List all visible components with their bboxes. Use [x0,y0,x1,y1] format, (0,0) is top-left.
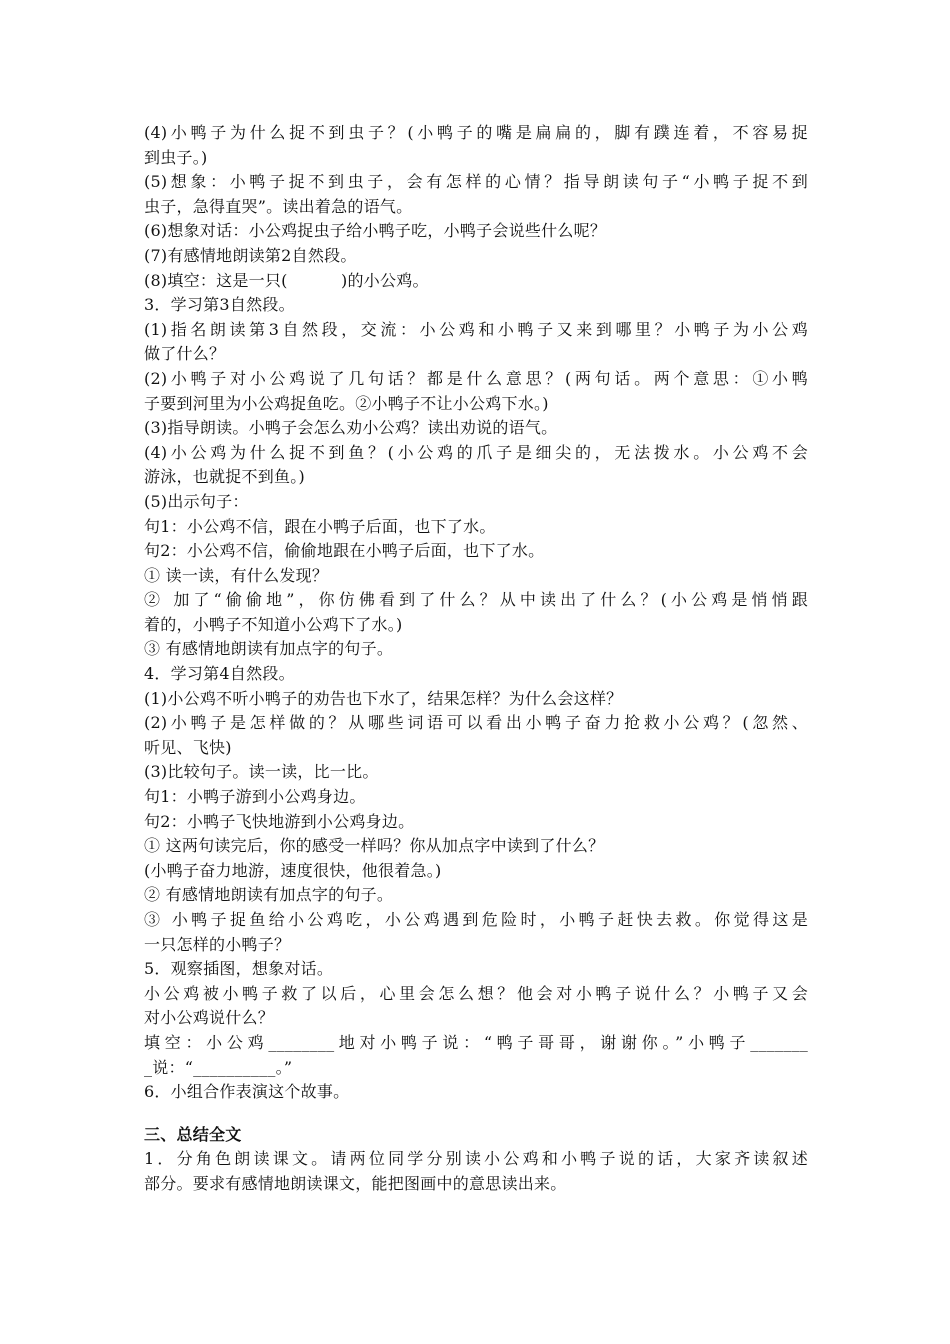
text-line: (3)指导朗读。小鸭子会怎么劝小公鸡？读出劝说的语气。 [144,418,558,438]
text-line: 子要到河里为小公鸡捉鱼吃。②小鸭子不让小公鸡下水。) [144,393,549,413]
text-line: 着的，小鸭子不知道小公鸡下了水。) [144,614,403,634]
text-line: 3．学习第3自然段。 [144,295,295,315]
text-line: (8)填空：这是一只( )的小公鸡。 [144,270,429,290]
text-line: 一只怎样的小鸭子？ [144,934,291,954]
text-line: _说：“__________。” [144,1057,293,1077]
document-page [144,121,808,1197]
text-line: 4．学习第4自然段。 [144,664,295,684]
text-line: ③ 小鸭子捉鱼给小公鸡吃，小公鸡遇到危险时，小鸭子赶快去救。你觉得这是 [144,910,808,929]
section-heading: 三、总结全文 [144,1124,242,1144]
text-line: ① 这两句读完后，你的感受一样吗？你从加点字中读到了什么？ [144,836,605,856]
text-line: 句2：小公鸡不信，偷偷地跟在小鸭子后面，也下了水。 [144,541,545,561]
text-line: 句1：小公鸡不信，跟在小鸭子后面，也下了水。 [144,516,496,536]
text-line: 5．观察插图，想象对话。 [144,959,334,979]
text-line: (小鸭子奋力地游，速度很快，他很着急。) [144,860,442,880]
text-line: 到虫子。) [144,147,208,167]
text-line: (4)小鸭子为什么捉不到虫子？(小鸭子的嘴是扁扁的，脚有蹼连着，不容易捉 [144,123,808,142]
text-line: 句1：小鸭子游到小公鸡身边。 [144,787,366,807]
text-line: ③ 有感情地朗读有加点字的句子。 [144,639,394,659]
text-line: (2)小鸭子对小公鸡说了几句话？都是什么意思？(两句话。两个意思：①小鸭 [144,368,808,388]
text-line: (2)小鸭子是怎样做的？从哪些词语可以看出小鸭子奋力抢救小公鸡？(忽然、 [144,713,808,733]
text-line: 游泳，也就捉不到鱼。) [144,467,305,487]
text-line: (7)有感情地朗读第2自然段。 [144,245,357,265]
text-line: (4)小公鸡为什么捉不到鱼？(小公鸡的爪子是细尖的，无法拨水。小公鸡不会 [144,442,808,462]
text-line: 对小公鸡说什么？ [144,1008,275,1028]
text-line: 虫子，急得直哭”。读出着急的语气。 [144,196,413,216]
text-line: (1)小公鸡不听小鸭子的劝告也下水了，结果怎样？为什么会这样？ [144,688,623,708]
text-line: 部分。要求有感情地朗读课文，能把图画中的意思读出来。 [144,1173,567,1193]
text-line: (6)想象对话：小公鸡捉虫子给小鸭子吃，小鸭子会说些什么呢？ [144,221,607,241]
text-line: (5)想象：小鸭子捉不到虫子，会有怎样的心情？指导朗读句子“小鸭子捉不到 [144,172,808,192]
text-line: 1．分角色朗读课文。请两位同学分别读小公鸡和小鸭子说的话，大家齐读叙述 [144,1149,808,1169]
text-line: ① 读一读，有什么发现？ [144,565,329,585]
text-line: (5)出示句子： [144,491,249,511]
text-line: 听见、飞快) [144,737,232,757]
section-gap [144,1105,808,1123]
text-line: (3)比较句子。读一读，比一比。 [144,762,379,782]
text-line: 做了什么？ [144,344,226,364]
text-line: 句2：小鸭子飞快地游到小公鸡身边。 [144,811,415,831]
text-line: ② 加了“偷偷地”，你仿佛看到了什么？从中读出了什么？(小公鸡是悄悄跟 [144,590,808,610]
text-line: 填空：小公鸡________地对小鸭子说：“鸭子哥哥，谢谢你。”小鸭子_______ [144,1032,808,1052]
text-line: ② 有感情地朗读有加点字的句子。 [144,885,394,905]
text-line: (1)指名朗读第3自然段，交流：小公鸡和小鸭子又来到哪里？小鸭子为小公鸡 [144,319,808,339]
text-line: 小公鸡被小鸭子救了以后，心里会怎么想？他会对小鸭子说什么？小鸭子又会 [144,983,808,1003]
text-line: 6．小组合作表演这个故事。 [144,1082,350,1102]
